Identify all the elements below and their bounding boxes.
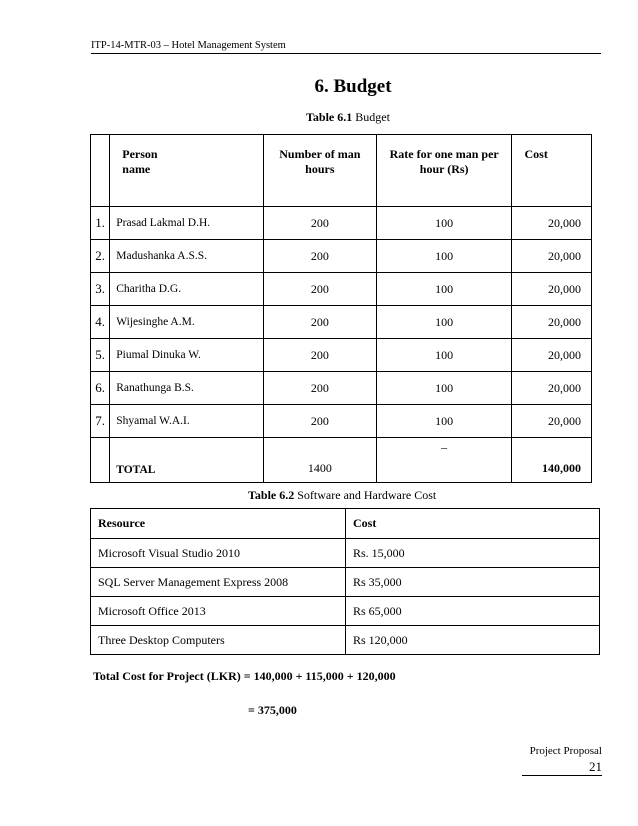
header-resource: Resource (91, 509, 346, 539)
row-number: 5. (91, 339, 110, 372)
rate: 100 (376, 372, 512, 405)
table-row (91, 207, 592, 240)
running-header: ITP-14-MTR-03 – Hotel Management System (91, 40, 286, 51)
resource-cost: Rs 120,000 (346, 626, 600, 655)
table-6-2-caption: Table 6.2 Software and Hardware Cost (248, 488, 437, 502)
cost: 20,000 (512, 372, 592, 405)
row-number: 1. (91, 207, 110, 240)
row-number: 7. (91, 405, 110, 438)
total-cost-line: Total Cost for Project (LKR) = 140,000 + 115,000 + 120,000 (93, 669, 396, 683)
row-number: 4. (91, 306, 110, 339)
person-name: Prasad Lakmal D.H. (110, 207, 264, 240)
rate: 100 (376, 207, 512, 240)
table-6-1-caption: Table 6.1 Budget (306, 110, 390, 124)
person-name: Charitha D.G. (110, 273, 264, 306)
header-person: Person name (110, 135, 264, 207)
man-hours: 200 (263, 306, 376, 339)
rate: 100 (376, 306, 512, 339)
total-cost: 140,000 (512, 438, 592, 483)
budget-header-row (91, 135, 592, 207)
cost: 20,000 (512, 405, 592, 438)
man-hours: 200 (263, 339, 376, 372)
man-hours: 200 (263, 207, 376, 240)
man-hours: 200 (263, 372, 376, 405)
table-row (91, 568, 600, 597)
resource-cost: Rs 35,000 (346, 568, 600, 597)
person-name: Shyamal W.A.I. (110, 405, 264, 438)
table-row (91, 539, 600, 568)
total-rate: – (376, 438, 512, 483)
cost: 20,000 (512, 240, 592, 273)
budget-table (90, 134, 592, 483)
person-name: Madushanka A.S.S. (110, 240, 264, 273)
software-hardware-table (90, 508, 600, 655)
hw-header-row (91, 509, 600, 539)
table-row (91, 306, 592, 339)
cost: 20,000 (512, 306, 592, 339)
table-row (91, 626, 600, 655)
rate: 100 (376, 240, 512, 273)
person-name: Wijesinghe A.M. (110, 306, 264, 339)
total-number-cell (91, 438, 110, 483)
cost: 20,000 (512, 339, 592, 372)
man-hours: 200 (263, 273, 376, 306)
resource: SQL Server Management Express 2008 (91, 568, 346, 597)
table-row (91, 405, 592, 438)
man-hours: 200 (263, 240, 376, 273)
total-row (91, 438, 592, 483)
person-name: Piumal Dinuka W. (110, 339, 264, 372)
row-number: 3. (91, 273, 110, 306)
total-label: TOTAL (110, 438, 264, 483)
table-row (91, 273, 592, 306)
header-hours: Number of man hours (263, 135, 376, 207)
rate: 100 (376, 405, 512, 438)
header-rate: Rate for one man per hour (Rs) (376, 135, 512, 207)
row-number: 2. (91, 240, 110, 273)
row-number: 6. (91, 372, 110, 405)
resource: Microsoft Office 2013 (91, 597, 346, 626)
total-cost-result: = 375,000 (248, 703, 297, 717)
man-hours: 200 (263, 405, 376, 438)
page-number: 21 (589, 759, 602, 774)
total-hours: 1400 (263, 438, 376, 483)
resource: Three Desktop Computers (91, 626, 346, 655)
cost: 20,000 (512, 207, 592, 240)
header-rule (91, 53, 601, 54)
person-name: Ranathunga B.S. (110, 372, 264, 405)
table-row (91, 339, 592, 372)
table-row (91, 372, 592, 405)
section-title: 6. Budget (314, 76, 392, 97)
header-cost: Cost (346, 509, 600, 539)
table-row (91, 240, 592, 273)
footer-rule (522, 775, 602, 776)
rate: 100 (376, 273, 512, 306)
header-cost: Cost (512, 135, 592, 207)
table-row (91, 597, 600, 626)
resource-cost: Rs. 15,000 (346, 539, 600, 568)
footer-label: Project Proposal (529, 745, 602, 757)
header-number-cell (91, 135, 110, 207)
cost: 20,000 (512, 273, 592, 306)
resource-cost: Rs 65,000 (346, 597, 600, 626)
resource: Microsoft Visual Studio 2010 (91, 539, 346, 568)
rate: 100 (376, 339, 512, 372)
